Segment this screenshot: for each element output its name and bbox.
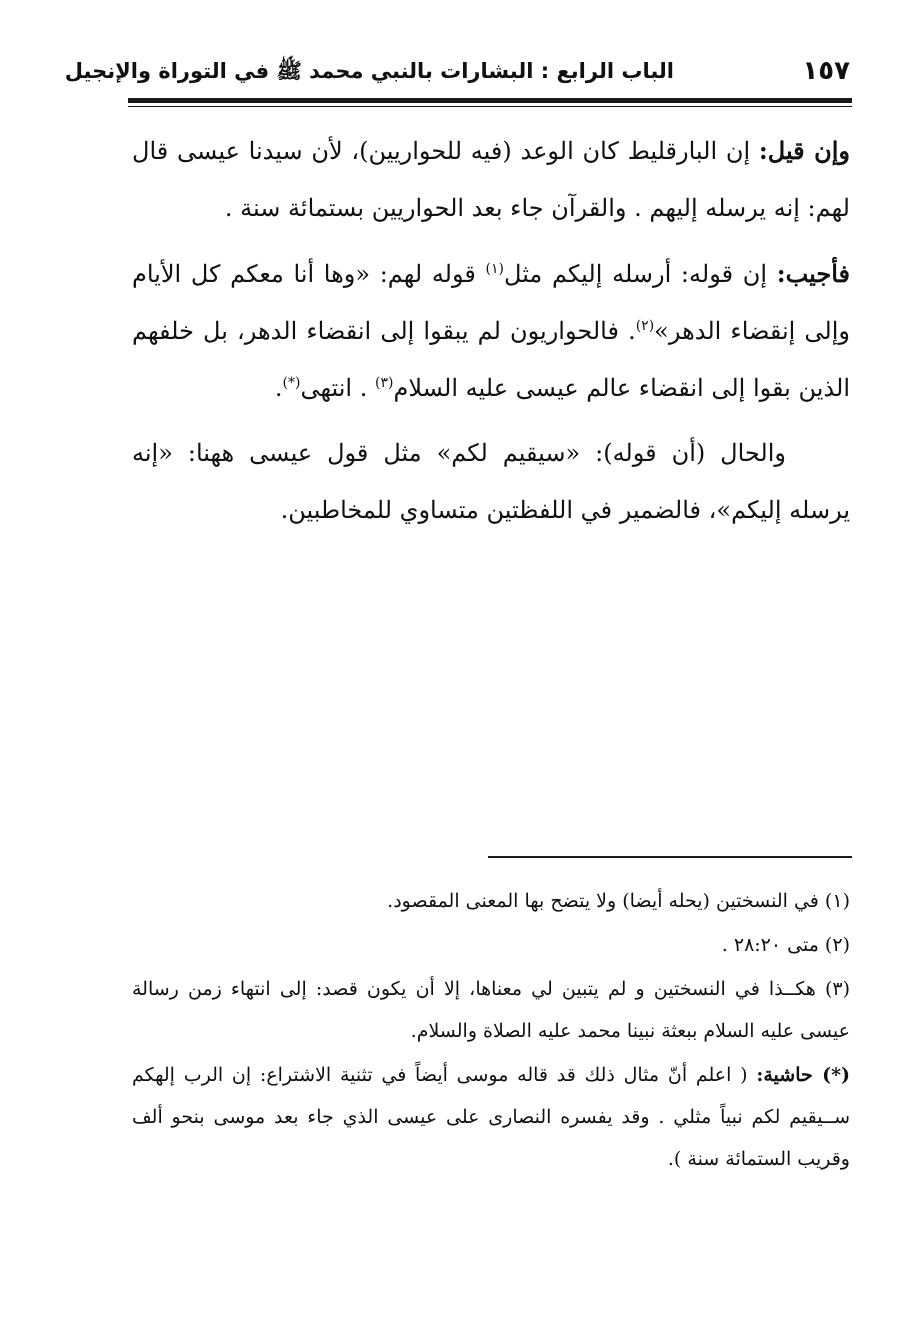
footnotes (132, 880, 850, 1182)
footnote-ref: (٣) (374, 375, 394, 391)
paragraph-text: قوله لهم: «وها أنا معكم كل الأيام وإلى إنقضاء الدهر» (132, 260, 850, 345)
header-rule-thin (128, 106, 852, 107)
footnote-ref-star: (*) (282, 375, 301, 391)
running-header (64, 52, 850, 96)
chapter-title: الباب الرابع : البشارات بالنبي محمد ﷺ في التوراة والإنجيل (64, 59, 674, 83)
footnote-label: (*) حاشية: (756, 1064, 850, 1086)
footnote-ref: (١) (485, 261, 505, 277)
footnote-star (132, 1054, 850, 1180)
paragraph-answer (132, 245, 850, 417)
main-text (132, 122, 850, 547)
paragraph-text: إن قوله: أرسله إليكم مثل (504, 260, 777, 288)
footnote-ref: (٢) (635, 318, 655, 334)
page-number: ١٥٧ (802, 56, 850, 86)
paragraph-text: . انتهى (300, 374, 375, 402)
footnote-1: (١) في النسختين (يحله أيضا) ولا يتضح بها المعنى المقصود. (387, 890, 850, 912)
header-rule (128, 98, 852, 103)
paragraph-lead: فأجيب: (776, 259, 850, 288)
paragraph-conclusion (132, 425, 850, 539)
paragraph-objection (132, 122, 850, 237)
paragraph-text: إن البارقليط كان الوعد (فيه للحواريين)، لأن سيدنا عيسى قال لهم: إنه يرسله إليهم . والقرآن جاء بعد الحواريين بستمائة سنة . (132, 137, 850, 222)
paragraph-lead: وإن قيل: (758, 136, 850, 165)
footnote-separator (488, 856, 852, 858)
footnote-3: (٣) هكــذا في النسختين و لم يتبين لي معناها، إلا أن يكون قصد: إلى انتهاء زمن رسالة عيسى عليه السلام ببعثة نبينا محمد عليه الصلاة والسلام. (132, 978, 850, 1042)
paragraph-text: . فالحواريون لم يبقوا إلى انقضاء الدهر، بل خلفهم الذين بقوا إلى انقضاء عالم عيسى عليه السلام (132, 317, 850, 402)
paragraph-text: والحال (أن قوله): «سيقيم لكم» مثل قول عيسى ههنا: «إنه يرسله إليكم»، فالضمير في اللفظتين متساوي للمخاطبين. (132, 439, 850, 524)
footnote-2: (٢) متى ٢٨:٢٠ . (721, 934, 850, 956)
footnote-text: ( اعلم أنّ مثال ذلك قد قاله موسى أيضاً في تثنية الاشتراع: إن الرب إلهكم ســيقيم لكم نبياً مثلي . وقد يفسره النصارى على عيسى الذي جاء بعد موسى بنحو ألف وقريب الستمائة سنة ). (132, 1064, 850, 1170)
paragraph-text: . (274, 374, 283, 402)
